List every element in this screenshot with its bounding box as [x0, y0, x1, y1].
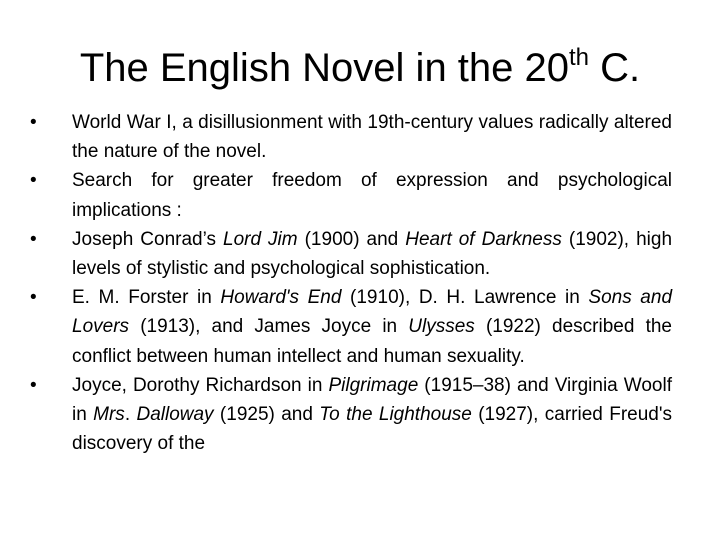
italic-title: To the Lighthouse — [319, 404, 472, 426]
italic-title: Howard's End — [220, 287, 342, 309]
italic-title: Heart of Darkness — [405, 228, 562, 250]
text-run: (1900) and — [297, 228, 406, 250]
bullet-list — [30, 108, 672, 458]
text-run: (1902), high levels of stylistic and psychological sophistication. — [72, 228, 673, 280]
italic-title: Pilgrimage — [328, 374, 419, 396]
slide-title — [0, 44, 720, 92]
bullet-dot-icon: • — [30, 112, 37, 133]
title-end: C. — [589, 46, 641, 90]
bullet-text — [72, 375, 672, 454]
bullet-item — [30, 166, 672, 224]
italic-title: Dalloway — [136, 404, 214, 426]
bullet-dot-icon: • — [30, 170, 37, 192]
italic-title: Lord Jim — [223, 228, 298, 250]
bullet-dot-icon: • — [30, 287, 37, 309]
text-run: (1925) and — [213, 404, 320, 426]
text-run: (1913), and James Joyce in — [129, 316, 409, 338]
bullet-text — [72, 170, 672, 220]
text-run: Search for greater freedom of expression and psychological implications : — [72, 170, 672, 221]
title-main: The English Novel in the 20 — [79, 46, 570, 90]
italic-title: Mrs — [93, 404, 125, 426]
bullet-dot-icon: • — [30, 374, 37, 396]
text-run: (1910), D. H. Lawrence in — [341, 287, 589, 309]
text-run: . — [124, 404, 137, 426]
text-run: Joseph Conrad’s — [72, 228, 223, 250]
text-run: (1915–38) and Virginia Woolf in — [72, 374, 672, 426]
text-run: E. M. Forster in — [72, 287, 221, 309]
italic-title: Ulysses — [408, 316, 475, 338]
text-run: Joyce, Dorothy Richardson in — [72, 374, 329, 396]
italic-title: Sons and Lovers — [72, 287, 673, 338]
bullet-item — [30, 225, 672, 283]
bullet-item — [30, 108, 672, 166]
text-run: (1927), carried Freud's discovery of the — [72, 404, 672, 455]
bullet-text — [72, 287, 672, 366]
text-run: World War I, a disillusionment with 19th-century values radically altered the nature of the novel. — [72, 112, 672, 163]
bullet-item — [30, 371, 672, 459]
bullet-dot-icon: • — [30, 228, 37, 250]
bullet-text — [72, 229, 672, 279]
title-superscript: th — [569, 44, 590, 71]
bullet-text — [72, 112, 672, 162]
bullet-item — [30, 283, 672, 371]
text-run: (1922) described the conflict between human intellect and human sexuality. — [72, 316, 672, 367]
